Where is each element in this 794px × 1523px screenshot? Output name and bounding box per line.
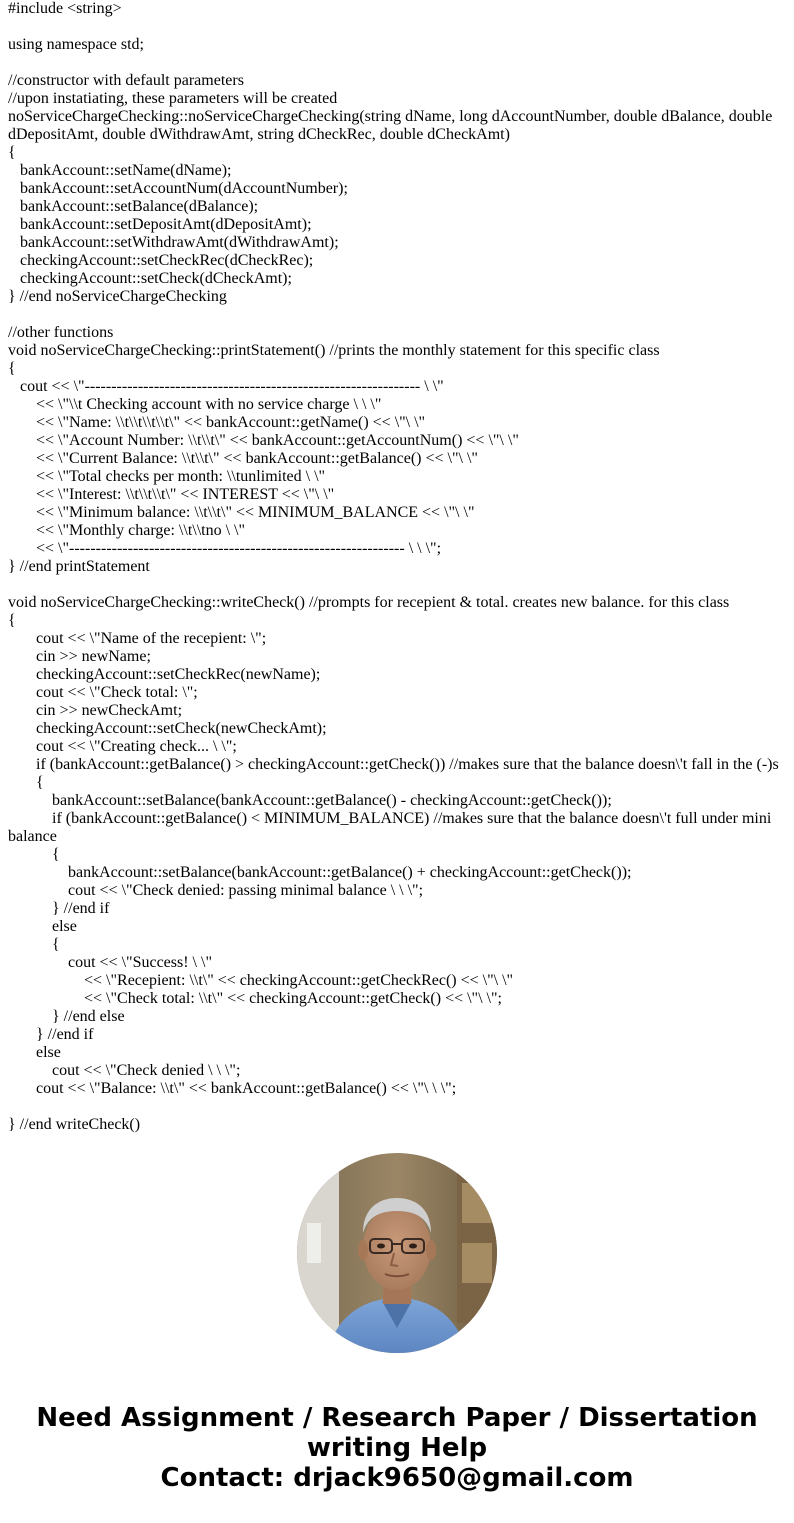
code-line: dDepositAmt, double dWithdrawAmt, string dCheckRec, double dCheckAmt) — [8, 126, 510, 143]
code-line: bankAccount::setAccountNum(dAccountNumber); — [8, 180, 348, 197]
code-line: cin >> newName; — [8, 648, 151, 665]
code-line: #include <string> — [8, 0, 122, 17]
code-line: << \"Monthly charge: \\t\\tno \ \" — [8, 522, 246, 539]
code-line: { — [8, 774, 44, 791]
code-line: { — [8, 144, 16, 161]
code-line: void noServiceChargeChecking::writeCheck() //prompts for recepient & total. creates new balance. for this class — [8, 594, 730, 611]
code-line: cout << \"--------------------------------------------------------------- \ \" — [8, 378, 444, 395]
code-line: cin >> newCheckAmt; — [8, 702, 183, 719]
banner-line-2: writing Help — [306, 1433, 488, 1463]
code-line: } //end if — [8, 900, 110, 917]
code-line: << \"Check total: \\t\" << checkingAccount::getCheck() << \"\ \"; — [8, 990, 502, 1007]
code-line: } //end else — [8, 1008, 125, 1025]
code-line: << \"--------------------------------------------------------------- \ \ \"; — [8, 540, 442, 557]
code-line: << \"Recepient: \\t\" << checkingAccount::getCheckRec() << \"\ \" — [8, 972, 514, 989]
code-line: if (bankAccount::getBalance() < MINIMUM_BALANCE) //makes sure that the balance doesn\'t full under mini balance — [8, 810, 776, 845]
code-line: } //end printStatement — [8, 558, 150, 575]
code-line: { — [8, 936, 60, 953]
code-line: << \"Minimum balance: \\t\\t\" << MINIMUM_BALANCE << \"\ \" — [8, 504, 475, 521]
code-line: else — [8, 918, 77, 935]
code-line: //upon instatiating, these parameters will be created — [8, 90, 338, 107]
code-line: checkingAccount::setCheck(dCheckAmt); — [8, 270, 292, 287]
code-line — [8, 306, 788, 324]
code-line: bankAccount::setBalance(bankAccount::getBalance() + checkingAccount::getCheck()); — [8, 864, 632, 881]
code-line: << \"Total checks per month: \\tunlimited \ \" — [8, 468, 326, 485]
code-line: bankAccount::setBalance(dBalance); — [8, 198, 259, 215]
code-line: { — [8, 612, 16, 629]
code-line: bankAccount::setDepositAmt(dDepositAmt); — [8, 216, 312, 233]
code-line: } //end if — [8, 1026, 94, 1043]
code-line: << \"Interest: \\t\\t\\t\" << INTEREST << \"\ \" — [8, 486, 335, 503]
banner-line-1: Need Assignment / Research Paper / Dissertation — [36, 1403, 758, 1433]
code-line: bankAccount::setName(dName); — [8, 162, 232, 179]
code-line: checkingAccount::setCheck(newCheckAmt); — [8, 720, 327, 737]
code-line — [8, 54, 788, 72]
code-line: cout << \"Creating check... \ \"; — [8, 738, 237, 755]
contact-banner — [0, 1403, 794, 1493]
code-line: bankAccount::setBalance(bankAccount::getBalance() - checkingAccount::getCheck()); — [8, 792, 612, 809]
code-line: checkingAccount::setCheckRec(newName); — [8, 666, 321, 683]
code-line: { — [8, 846, 60, 863]
code-line: checkingAccount::setCheckRec(dCheckRec); — [8, 252, 314, 269]
code-line: noServiceChargeChecking::noServiceChargeChecking(string dName, long dAccountNumber, double dBalance, double — [8, 108, 773, 125]
code-line: //constructor with default parameters — [8, 72, 244, 89]
code-line — [8, 576, 788, 594]
code-line: << \"\\t Checking account with no service charge \ \ \" — [8, 396, 382, 413]
code-line: bankAccount::setWithdrawAmt(dWithdrawAmt); — [8, 234, 339, 251]
code-line: << \"Name: \\t\\t\\t\\t\" << bankAccount::getName() << \"\ \" — [8, 414, 426, 431]
code-line: using namespace std; — [8, 36, 144, 53]
code-line: cout << \"Check total: \"; — [8, 684, 198, 701]
code-listing — [8, 0, 788, 1134]
code-line: { — [8, 360, 16, 377]
code-line: } //end noServiceChargeChecking — [8, 288, 227, 305]
code-line: cout << \"Check denied: passing minimal balance \ \ \"; — [8, 882, 424, 899]
code-line: void noServiceChargeChecking::printStatement() //prints the monthly statement for this specific class — [8, 342, 660, 359]
code-line — [8, 1098, 788, 1116]
code-line: cout << \"Name of the recepient: \"; — [8, 630, 267, 647]
code-line: cout << \"Balance: \\t\" << bankAccount::getBalance() << \"\ \ \"; — [8, 1080, 457, 1097]
code-line: } //end writeCheck() — [8, 1116, 141, 1133]
banner-contact-line: Contact: drjack9650@gmail.com — [160, 1463, 634, 1493]
code-line: if (bankAccount::getBalance() > checkingAccount::getCheck()) //makes sure that the balance doesn\'t fall in the (-)s — [8, 756, 779, 773]
code-line: << \"Account Number: \\t\\t\" << bankAccount::getAccountNum() << \"\ \" — [8, 432, 519, 449]
code-line: else — [8, 1044, 61, 1061]
code-line: << \"Current Balance: \\t\\t\" << bankAccount::getBalance() << \"\ \" — [8, 450, 478, 467]
code-line: //other functions — [8, 324, 114, 341]
code-line: cout << \"Check denied \ \ \"; — [8, 1062, 241, 1079]
code-line — [8, 18, 788, 36]
code-line: cout << \"Success! \ \" — [8, 954, 212, 971]
author-photo — [297, 1153, 497, 1353]
